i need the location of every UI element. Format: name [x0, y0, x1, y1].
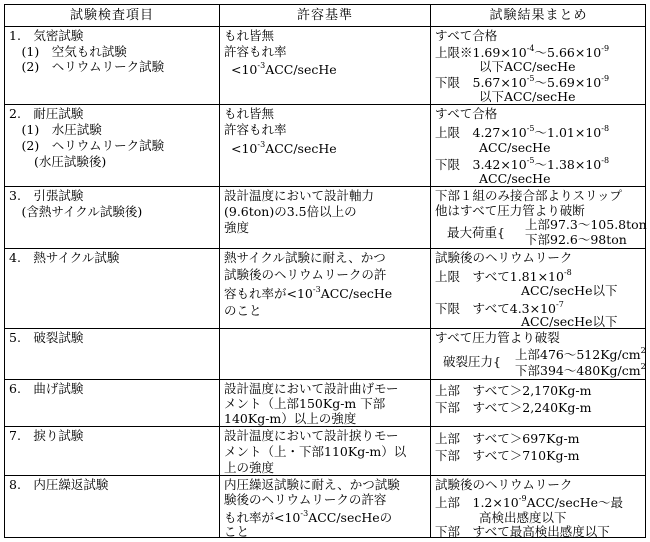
header-criteria: 許容基準 [296, 8, 353, 23]
result-line: 上部 すべて＞2,170Kg-m [435, 383, 592, 398]
criteria-line: こと [224, 524, 250, 539]
result-lower-limit: 下限 すべて$4.3\times 10^{-7}$ [435, 300, 564, 316]
result-upper-limit: 上限 $4.27\times 10^{-5}\sim 1.01\times 10^{-8}$ [435, 124, 610, 140]
result-line: すべて圧力管より破裂 [435, 330, 560, 345]
max-load-value: 上部97.3～105.8ton [525, 217, 647, 232]
result-line: ACC/secHe [479, 171, 551, 186]
result-line: 高検出感度以下 [479, 510, 567, 525]
result-lower-limit: 下限 $5.67\times 10^{-5}\sim 5.69\times 10^{-9}$ [435, 74, 610, 90]
result-line: ACC/secHe以下 [521, 283, 618, 298]
criteria-line: もれ皆無 [224, 106, 275, 121]
criteria-line: 140Kg-m）以上の強度 [224, 411, 357, 426]
item-subitem: (含熱サイクル試験後) [9, 204, 143, 219]
row-divider [5, 26, 645, 27]
row-divider [5, 379, 645, 380]
criteria-line: 験後のヘリウムリークの許容 [224, 492, 387, 507]
item-title: 5. 破裂試験 [9, 330, 84, 345]
row-divider [5, 475, 645, 476]
result-line: ACC/secHe以下 [521, 314, 618, 329]
criteria-line: 許容もれ率 [224, 122, 287, 137]
result-line: 以下ACC/secHe [479, 89, 576, 104]
burst-pressure-label: 破裂圧力{ [443, 354, 501, 369]
item-title: 4. 熱サイクル試験 [9, 250, 120, 265]
result-line: 上部 すべて＞697Kg-m [435, 431, 580, 446]
result-line: 他はすべて圧力管より破断 [435, 203, 585, 218]
result-upper-limit: 上限$※1.69\times 10^{-4}\sim 5.66\times 10^{-9}$ [435, 44, 610, 60]
criteria-line: のこと [224, 303, 262, 318]
result-line: 下部１組のみ接合部よりスリップ [435, 188, 623, 203]
criteria-line: 設計温度において設計捩りモー [224, 428, 399, 443]
result-line: 下部 すべて＞710Kg-m [435, 448, 580, 463]
criteria-leak-rate: $<10^{-3}ACC$/secHe [231, 61, 337, 77]
result-line: 試験後のヘリウムリーク [435, 250, 573, 265]
burst-pressure-value: 上部$476\sim 512Kg/cm^2$ [515, 346, 646, 362]
result-line: すべて合格 [435, 106, 498, 121]
item-title: 8. 内圧繰返試験 [9, 477, 109, 492]
criteria-leak-rate: もれ率が$<10^{-3}ACC$/secHeの [224, 509, 393, 525]
result-line: 下部 すべて＞2,240Kg-m [435, 400, 592, 415]
criteria-line: メント（上・下部110Kg-m）以 [224, 444, 407, 459]
criteria-leak-rate: 容もれ率が$<10^{-3}ACC$/secHe [224, 285, 393, 301]
item-subitem: (水圧試験後) [9, 154, 107, 169]
result-lower-limit: 下限 $3.42\times 10^{-5}\sim 1.38\times 10^{-8}$ [435, 156, 610, 172]
max-load-label: 最大荷重{ [447, 225, 505, 240]
item-title: 7. 捩り試験 [9, 428, 84, 443]
header-test-item: 試験検査項目 [69, 8, 154, 23]
result-line: すべて合格 [435, 28, 498, 43]
burst-pressure-value: 下部$394\sim 480Kg/cm^2$ [515, 362, 646, 378]
criteria-line: 設計温度において設計曲げモー [224, 381, 399, 396]
item-title: 3. 引張試験 [9, 188, 84, 203]
max-load-value: 下部92.6～98ton [525, 232, 627, 247]
item-subitem: (2) ヘリウムリーク試験 [9, 138, 165, 153]
criteria-line: メント（上部150Kg-m 下部 [224, 396, 386, 411]
result-line: 下部 すべて最高検出感度以下 [435, 524, 610, 539]
criteria-line: 設計温度において設計軸力 [224, 188, 375, 203]
header-results: 試験結果まとめ [489, 8, 588, 23]
item-title: 2. 耐圧試験 [9, 106, 84, 121]
test-results-table [4, 4, 646, 538]
criteria-leak-rate: $<10^{-3}ACC$/secHe [231, 140, 337, 156]
result-line: 試験後のヘリウムリーク [435, 477, 573, 492]
column-divider [430, 5, 431, 537]
item-subitem: (1) 空気もれ試験 [9, 43, 127, 59]
criteria-line: もれ皆無 [224, 28, 275, 43]
result-line: ACC/secHe [479, 140, 551, 155]
criteria-line: 試験後のヘリウムリークの許 [224, 267, 387, 282]
result-upper-limit: 上部 $1.2\times 10^{-9}ACC/secHe\sim$最 [435, 494, 624, 510]
item-title: 1. 気密試験 [9, 28, 84, 43]
criteria-line: (9.6ton)の3.5倍以上の [224, 204, 357, 219]
criteria-line: 内圧繰返試験に耐え、かつ試験 [224, 477, 400, 492]
criteria-line: 強度 [224, 220, 250, 235]
criteria-line: 許容もれ率 [224, 43, 287, 59]
result-line: 以下ACC/secHe [479, 59, 576, 74]
row-divider [5, 248, 645, 249]
item-subitem: (1) 水圧試験 [9, 122, 102, 137]
column-divider [219, 5, 220, 537]
criteria-line: 熱サイクル試験に耐え、かつ [224, 250, 386, 265]
item-subitem: (2) ヘリウムリーク試験 [9, 59, 165, 74]
criteria-line: 上の強度 [224, 460, 275, 475]
item-title: 6. 曲げ試験 [9, 381, 84, 396]
result-upper-limit: 上限 すべて$1.81\times 10^{-8}$ [435, 268, 572, 284]
